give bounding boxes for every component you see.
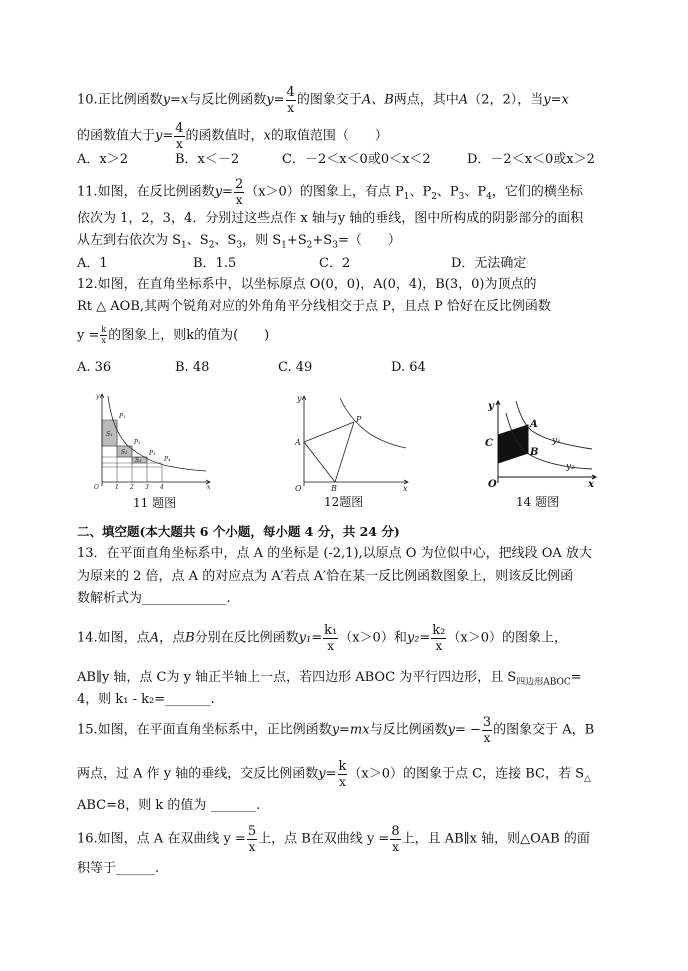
- q15-expr: y=mx: [331, 722, 370, 738]
- axis-label-y: y: [96, 393, 100, 400]
- q11-text: 11.如图，在反比例函数: [77, 184, 215, 200]
- q12-line2: Rt △ AOB,其两个锐角对应的外角角平分线相交于点 P，且点 P 恰好在反比例函数: [77, 299, 551, 314]
- q12-text: y =: [77, 328, 100, 343]
- q10-option-b: B．x＜－2: [175, 152, 240, 167]
- fraction-numerator: 8: [391, 824, 400, 839]
- axis-label-x: x: [588, 479, 594, 489]
- q13-line3: 数解析式为_____________.: [77, 591, 231, 606]
- q14-expr: B: [185, 630, 195, 646]
- fraction-numerator: 4: [175, 121, 184, 136]
- curve-label-y1: y₁: [552, 436, 561, 446]
- q16-line2: 积等于______.: [77, 861, 160, 876]
- subscript: 4: [486, 192, 492, 203]
- q14-text: （x＞0）的图象上，: [447, 630, 567, 646]
- fraction-numerator: k: [338, 759, 347, 774]
- hyperbola-curve: [108, 396, 206, 471]
- figure-12-caption: 12题图: [324, 495, 364, 509]
- tick-label: 4: [160, 484, 164, 490]
- fraction-denominator: x: [392, 840, 399, 854]
- fraction-denominator: x: [327, 639, 335, 653]
- origin-label: O: [94, 484, 99, 490]
- q10-text: 与反比例函数: [188, 92, 267, 108]
- q11-text: +S: [286, 233, 307, 248]
- q15-text: 两点，过 A 作 y 轴的垂线，交反比例函数: [77, 766, 319, 782]
- subscript: 1: [403, 192, 410, 203]
- fraction-denominator: x: [435, 639, 443, 653]
- q10-expr: x: [263, 128, 271, 144]
- q15-line3: ABC=8，则 k 的值为 _______.: [77, 798, 261, 813]
- section-title: 二、填空题(本大题共 6 个小题，每小题 4 分，共 24 分): [77, 524, 400, 539]
- fraction-denominator: x: [248, 840, 256, 854]
- q11-line3: [77, 234, 401, 251]
- q15-text: （x＞0）的图象于点 C，连接 BC，若 S: [348, 766, 584, 782]
- q11-option-d: D．无法确定: [451, 256, 527, 271]
- q10-line1: [77, 86, 569, 114]
- fraction-numerator: 2: [234, 177, 244, 192]
- subscript: 3: [236, 240, 243, 251]
- q14-expr: A: [149, 630, 160, 646]
- area-label-s3: S₃: [135, 457, 142, 464]
- q12-option-b: B. 48: [175, 360, 210, 375]
- point-label-a: A: [295, 438, 301, 447]
- q15-text: 与反比例函数: [369, 722, 448, 738]
- q11-text: +S: [312, 233, 333, 248]
- q14-expr: y₂=: [406, 630, 431, 646]
- axis-label-y: y: [297, 394, 302, 403]
- fraction-numerator: k₁: [324, 623, 338, 638]
- q10-line2: [77, 122, 388, 150]
- fraction-denominator: x: [176, 137, 183, 151]
- q12-option-a: A. 36: [77, 360, 112, 375]
- q15-expr: y= −: [447, 722, 481, 738]
- subscript: 1: [181, 240, 187, 251]
- fraction-denominator: x: [483, 731, 491, 745]
- point-label-p4: P₄: [164, 456, 171, 463]
- q12-text: 的图象上，则k的值为( ): [108, 328, 270, 343]
- fraction-denominator: x: [235, 193, 243, 207]
- q14-text: =: [570, 670, 582, 685]
- q14-fraction-2: [431, 624, 446, 652]
- subscript: 四边形ABOC: [516, 677, 571, 688]
- figure-12: [290, 392, 415, 492]
- q10-expr: y=: [266, 92, 285, 108]
- q10-fraction: [174, 122, 184, 150]
- q10-text: 的取值范围（ ）: [270, 128, 388, 144]
- q11-option-b: B．1.5: [193, 256, 237, 271]
- q10-expr: y=: [155, 128, 174, 144]
- q14-expr: y₁=: [298, 630, 323, 646]
- fraction-numerator: 4: [286, 85, 295, 100]
- q11-line2: 依次为 1，2，3，4．分别过这些点作 x 轴与y 轴的垂线，图中所构成的阴影部分的面积: [77, 211, 584, 226]
- q15-line2: [77, 760, 591, 788]
- q14-text: 14.如图，点: [77, 630, 150, 646]
- q14-line2: [77, 671, 582, 688]
- q14-text: AB∥y 轴，点 C为 y 轴正半轴上一点，若四边形 ABOC 为平行四边形，且 S: [77, 670, 517, 685]
- axis-label-x: x: [403, 484, 408, 492]
- q11-fraction: [234, 178, 244, 206]
- tick-label: 2: [130, 484, 134, 490]
- segment-ab: [304, 442, 335, 482]
- q14-line1: [77, 624, 567, 652]
- segment-ap: [304, 422, 354, 442]
- q16-fraction-2: [390, 825, 400, 853]
- q11-text: ，它们的横坐标: [491, 184, 583, 200]
- axis-label-y: y: [488, 401, 494, 412]
- fraction-numerator: k: [101, 325, 107, 334]
- q11-expr: y=: [214, 184, 233, 200]
- q16-text: 16.如图，点 A 在双曲线 y =: [77, 831, 246, 847]
- fraction-numerator: 5: [247, 824, 257, 839]
- figure-11: [88, 390, 213, 490]
- q10-option-a: A．x＞2: [77, 152, 128, 167]
- q10-option-d: D．－2＜x＜0或x＞2: [467, 152, 595, 167]
- q10-text: 的函数值大于: [77, 128, 156, 144]
- q11-text: ，则 S: [242, 233, 282, 248]
- q10-fraction: [286, 86, 296, 114]
- axis-label-x: x: [207, 484, 211, 490]
- q16-text: 上，且 AB∥x 轴，则△OAB 的面: [401, 831, 590, 847]
- fraction-denominator: x: [287, 101, 295, 115]
- point-label-c: C: [485, 438, 493, 449]
- q12-option-c: C. 49: [278, 360, 313, 375]
- q11-text: （x＞0）的图象上，有点 P: [245, 184, 404, 200]
- point-label-a: A: [530, 419, 538, 430]
- q15-fraction-1: [482, 716, 492, 744]
- q12-fraction: [100, 326, 107, 345]
- q10-expr: A、B: [361, 92, 394, 108]
- q10-expr: A: [458, 92, 469, 108]
- q14-line3: 4，则 k₁ - k₂=_______.: [77, 692, 215, 707]
- point-label-p3: P₃: [149, 450, 156, 457]
- subscript: 2: [306, 240, 313, 251]
- q10-text: 两点，其中: [393, 92, 459, 108]
- q10-text: （2，2），当: [468, 92, 544, 108]
- q11-option-c: C．2: [319, 256, 351, 271]
- fraction-denominator: x: [101, 336, 107, 345]
- q12-line3: [77, 326, 269, 345]
- q11-text: =（ ）: [337, 233, 401, 248]
- fraction-numerator: 3: [482, 715, 492, 730]
- q10-text: 的图象交于: [296, 92, 362, 108]
- point-label-b: B: [530, 447, 539, 458]
- subscript: 2: [431, 192, 437, 203]
- q10-text: 的函数值时，: [185, 128, 264, 144]
- area-label-s2: S₂: [121, 449, 128, 456]
- point-label-p2: P₂: [134, 439, 141, 446]
- q15-expr: y=: [318, 766, 337, 782]
- origin-label: O: [488, 479, 497, 489]
- subscript: 1: [281, 240, 287, 251]
- q11-text: 、P: [436, 184, 459, 200]
- q16-text: 上，点 B在双曲线 y =: [258, 831, 390, 847]
- q10-expr: y=x: [162, 92, 189, 108]
- subscript: 2: [208, 240, 215, 251]
- q11-text: 、S: [186, 233, 209, 248]
- figure-14-caption: 14 题图: [516, 495, 560, 509]
- parallelogram-aboc: [498, 425, 528, 463]
- fraction-denominator: x: [339, 775, 346, 789]
- curve-label-y2: y₂: [566, 462, 575, 472]
- q16-line1: [77, 825, 590, 853]
- tick-label: 3: [145, 484, 149, 490]
- q14-text: 分别在反比例函数: [194, 630, 299, 646]
- q13-line2: 为原来的 2 倍，点 A 的对应点为 A′若点 A′恰在某一反比例函数图象上，则该反比例函: [77, 569, 574, 584]
- q10-expr: y=x: [543, 92, 569, 108]
- tick-label: 1: [115, 484, 119, 490]
- subscript: 3: [332, 240, 338, 251]
- q15-fraction-2: [338, 760, 348, 788]
- point-label-b: B: [331, 484, 337, 492]
- subscript: 3: [458, 192, 465, 203]
- q11-text: 从左到右依次为 S: [77, 233, 182, 248]
- q15-text: 15.如图，在平面直角坐标系中，正比例函数: [77, 722, 332, 738]
- q11-option-a: A．1: [77, 256, 108, 271]
- q14-text: ，点: [159, 630, 186, 646]
- q14-fraction-1: [323, 624, 338, 652]
- q12-line1: 12.如图，在直角坐标系中，以坐标原点 O(0，0)，A(0，4)，B(3，0)为顶点的: [77, 277, 537, 292]
- area-label-s1: S₁: [106, 431, 113, 438]
- subscript: △: [584, 774, 591, 785]
- q16-fraction-1: [247, 825, 257, 853]
- figure-11-caption: 11 题图: [133, 496, 177, 510]
- point-label-p1: P₁: [119, 413, 126, 420]
- origin-label: O: [295, 484, 302, 492]
- q12-option-d: D. 64: [391, 360, 426, 375]
- q11-line1: [77, 178, 583, 206]
- q10-option-c: C．－2＜x＜0或0＜x＜2: [282, 152, 431, 167]
- q10-text: 10.正比例函数: [77, 92, 163, 108]
- hyperbola-curve: [340, 398, 406, 448]
- q11-text: 、S: [214, 233, 237, 248]
- segment-bp: [335, 422, 354, 482]
- point-label-p: P: [356, 415, 362, 424]
- q11-text: 、P: [409, 184, 432, 200]
- q15-text: 的图象交于 A，B: [493, 722, 595, 738]
- q11-text: 、P: [464, 184, 487, 200]
- q15-line1: [77, 716, 594, 744]
- fraction-numerator: k₂: [432, 623, 446, 638]
- figure-14: [480, 397, 600, 489]
- q14-text: （x＞0）和: [339, 630, 407, 646]
- q13-line1: 13．在平面直角坐标系中，点 A 的坐标是 (-2,1),以原点 O 为位似中心，把线段 OA 放大: [77, 546, 592, 561]
